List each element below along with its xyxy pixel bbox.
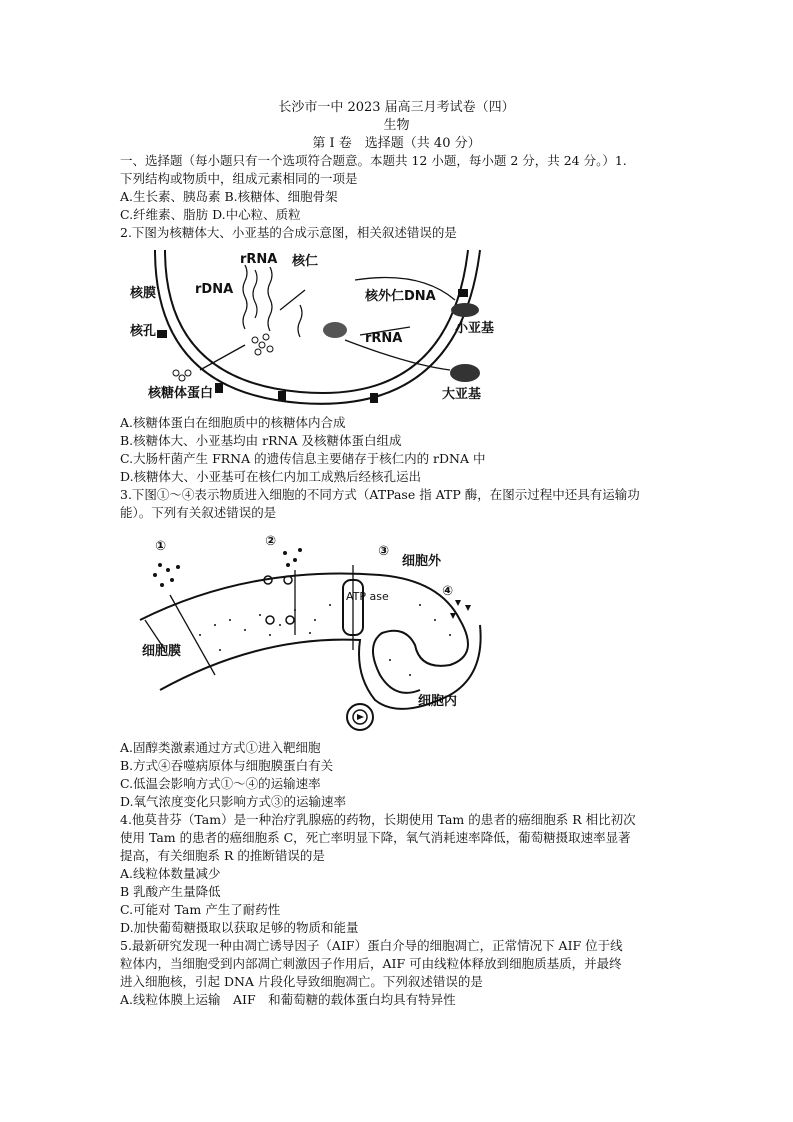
q4-option-b: B 乳酸产生量降低 [120, 884, 221, 899]
p8 [173, 370, 179, 376]
q2-option-b: B.核糖体大、小亚基均由 rRNA 及核糖体蛋白组成 [120, 433, 402, 448]
label-nuclear-pore: 核孔 [130, 324, 157, 339]
label-nuclear-membrane: 核膜 [130, 286, 157, 301]
carriers-2 [264, 576, 294, 624]
pore-5 [458, 289, 468, 297]
molecules-2 [283, 548, 302, 567]
q3-option-a: A.固醇类激素通过方式①进入靶细胞 [120, 740, 321, 755]
q2-stem: 2.下图为核糖体大、小亚基的合成示意图，相关叙述错误的是 [120, 225, 457, 240]
label-ribosomal-protein: 核糖体蛋白 [148, 386, 214, 401]
subject-title: 生物 [383, 118, 410, 133]
label-m3: ③ [378, 544, 390, 559]
q3-stem-line2: 能）。下列有关叙述错误的是 [120, 505, 277, 520]
small-subunit-shape [451, 303, 479, 317]
label-extra-dna: 核外仁DNA [365, 289, 436, 304]
label-m2: ② [265, 534, 277, 549]
q1-options-cd: C.纤维素、脂肪 D.中心粒、质粒 [120, 207, 301, 222]
q4-option-c: C.可能对 Tam 产生了耐药性 [120, 902, 281, 917]
p6 [179, 375, 185, 381]
q5-stem-line3: 进入细胞核，引起 DNA 片段化导致细胞凋亡。下列叙述错误的是 [120, 974, 483, 989]
q5-option-a: A.线粒体膜上运输 AIF 和葡萄糖的载体蛋白均具有特异性 [120, 992, 456, 1007]
subunit-in-nucleolus [323, 322, 347, 338]
molecules-1 [153, 563, 180, 587]
label-inside: 细胞内 [418, 694, 458, 709]
rdna-strands [243, 265, 302, 337]
label-rrna-mid: rRNA [365, 331, 403, 346]
pore-1 [157, 330, 167, 338]
strand-4 [298, 305, 302, 337]
section-intro: 一、选择题（每小题只有一个选项符合题意。本题共 12 小题，每小题 2 分，共 24 分。）1. [120, 153, 627, 168]
q4-option-a: A.线粒体数量减少 [120, 866, 221, 881]
p1 [252, 337, 258, 343]
exam-title: 长沙市一中 2023 届高三月考试卷（四） [278, 100, 515, 115]
p7 [185, 370, 191, 376]
vesicle-cargo [357, 714, 364, 720]
large-subunit-shape [450, 364, 480, 382]
p5 [267, 346, 273, 352]
q4-stem-line2: 使用 Tam 的患者的癌细胞系 C，死亡率明显下降，氧气消耗速率降低，葡萄糖摄取速率显著 [120, 830, 631, 845]
q2-option-c: C.大肠杆菌产生 FRNA 的遗传信息主要储存于核仁内的 rDNA 中 [120, 451, 486, 466]
strand-1 [243, 265, 247, 329]
p3 [255, 349, 261, 355]
pore-3 [278, 391, 286, 401]
q3-stem-line1: 3.下图①～④表示物质进入细胞的不同方式（ATPase 指 ATP 酶，在图示过程中还具有运输功 [120, 487, 640, 502]
p4 [263, 334, 269, 340]
label-atpase: ATP ase [346, 590, 389, 603]
pore-4 [370, 393, 378, 403]
pore-2 [215, 383, 223, 393]
label-rdna: rDNA [195, 282, 234, 297]
q1-stem: 下列结构或物质中，组成元素相同的一项是 [120, 171, 358, 186]
part-title: 第 Ⅰ 卷 选择题（共 40 分） [312, 136, 481, 151]
label-large-subunit: 大亚基 [442, 387, 482, 402]
label-outside: 细胞外 [402, 554, 442, 569]
nuclear-envelope-outer [155, 250, 480, 404]
q5-stem-line1: 5.最新研究发现一种由凋亡诱导因子（AIF）蛋白介导的细胞凋亡，正常情况下 AIF 位于线 [120, 938, 623, 953]
q4-stem-line3: 提高，有关细胞系 R 的推断错误的是 [120, 848, 325, 863]
label-rrna-top: rRNA [240, 252, 278, 267]
label-m1: ① [155, 539, 167, 554]
q3-option-b: B.方式④吞噬病原体与细胞膜蛋白有关 [120, 758, 334, 773]
strand-2 [253, 270, 257, 318]
strand-3 [268, 267, 272, 331]
q2-option-a: A.核糖体蛋白在细胞质中的核糖体内合成 [120, 415, 346, 430]
label-nucleolus: 核仁 [292, 254, 319, 269]
q4-option-d: D.加快葡萄糖摄取以获取足够的物质和能量 [120, 920, 359, 935]
q4-stem-line1: 4.他莫昔芬（Tam）是一种治疗乳腺癌的药物，长期使用 Tam 的患者的癌细胞系 R 相比初次 [120, 812, 636, 827]
label-m4: ④ [442, 584, 454, 599]
q3-option-d: D.氧气浓度变化只影响方式③的运输速率 [120, 794, 347, 809]
q5-stem-line2: 粒体内，当细胞受到内部凋亡刺激因子作用后，AIF 可由线粒体释放到细胞质基质，并最终 [120, 956, 622, 971]
p2 [259, 342, 265, 348]
label-membrane: 细胞膜 [142, 644, 182, 659]
ribosome-synthesis-figure [120, 245, 510, 410]
arrow-1 [170, 595, 215, 675]
label-small-subunit: 小亚基 [455, 321, 495, 336]
q3-option-c: C.低温会影响方式①～④的运输速率 [120, 776, 321, 791]
q1-options-ab: A.生长素、胰岛素 B.核糖体、细胞骨架 [120, 189, 338, 204]
q2-option-d: D.核糖体大、小亚基可在核仁内加工成熟后经核孔运出 [120, 469, 422, 484]
membrane-transport-figure [120, 525, 500, 735]
